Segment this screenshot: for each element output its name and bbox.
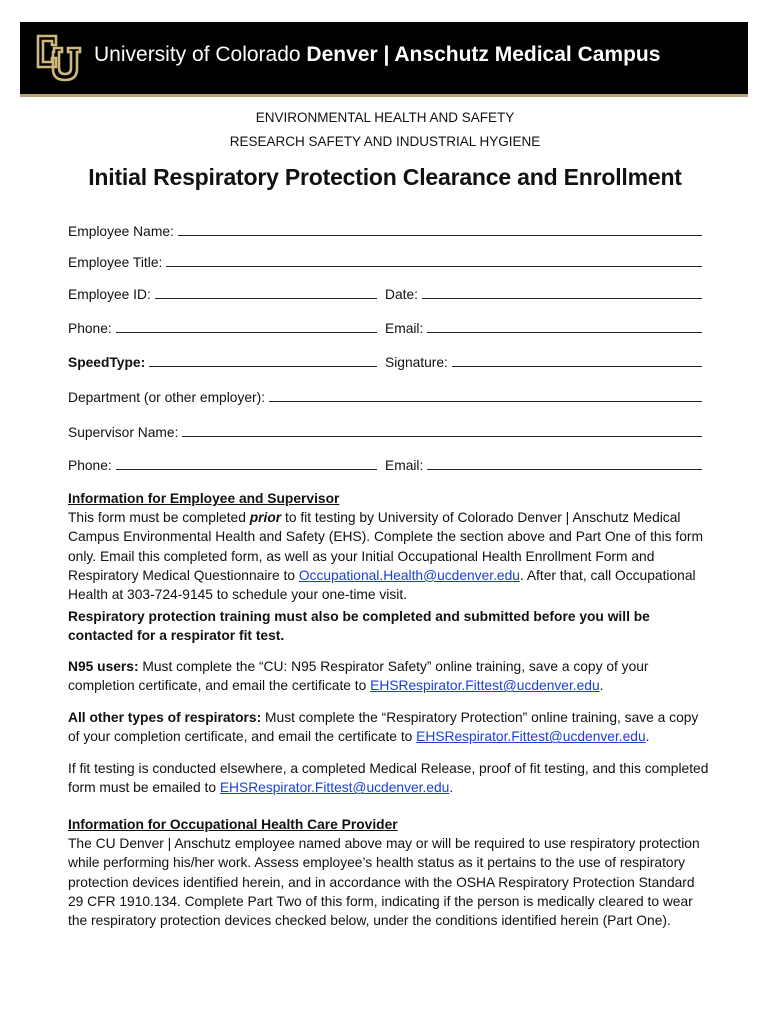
cu-logo-icon <box>32 32 88 84</box>
n95-paragraph <box>68 657 713 695</box>
supervisor-email-label: Email: <box>385 458 424 473</box>
paragraph-text: This form must be completed <box>68 510 250 526</box>
provider-info-paragraph: The CU Denver | Anschutz employee named above may or will be required to use respiratory protection while performing his/her work. Assess employee’s health status as it pertains to the use of respiratory protection devices identified herein, and in accordance with the OSHA Respiratory Protection Standard 29 CFR 1910.134. Complete Part Two of this form, indicating if the person is medically cleared to wear the respiratory protection devices checked below, under the conditions identified herein (Part One). <box>68 836 700 929</box>
provider-info-section <box>68 815 713 930</box>
speedtype-label: SpeedType: <box>68 355 146 370</box>
paragraph-text: to fit testing by University of Colorado Denver | Anschutz Medical Campus Environmental Health and Safety (EHS). Complete the section above and Part One of this form only. Email this completed form, as well as your Initial Occupational Health Enrollment Form and Respiratory Medical Questionnaire to <box>68 510 703 583</box>
employee-name-input[interactable] <box>178 235 702 236</box>
fittest-email-link-elsewhere[interactable]: EHSRespirator.Fittest@ucdenver.edu <box>219 780 450 796</box>
university-name <box>94 42 660 68</box>
supervisor-phone-field[interactable] <box>68 454 377 474</box>
supervisor-phone-input[interactable] <box>116 469 377 470</box>
employee-info-heading: Information for Employee and Supervisor <box>68 491 340 506</box>
signature-label: Signature: <box>385 355 448 370</box>
supervisor-name-input[interactable] <box>182 436 702 437</box>
signature-field[interactable] <box>385 351 702 371</box>
training-notice: Respiratory protection training must also be completed and submitted before you will be contacted for a respirator fit test. <box>68 609 650 644</box>
employee-title-input[interactable] <box>166 266 702 267</box>
email-field[interactable] <box>385 317 702 337</box>
prior-emphasis: prior <box>249 510 282 526</box>
employee-info-paragraph <box>68 508 713 604</box>
page-title: Initial Respiratory Protection Clearance and Enrollment <box>88 164 682 190</box>
date-label: Date: <box>385 287 418 302</box>
phone-field[interactable] <box>68 317 377 337</box>
speedtype-field[interactable] <box>68 351 377 371</box>
supervisor-email-field[interactable] <box>385 454 702 474</box>
date-field[interactable] <box>385 283 702 303</box>
supervisor-email-input[interactable] <box>427 469 702 470</box>
brand-prefix: University of Colorado <box>94 43 307 66</box>
employee-id-label: Employee ID: <box>68 287 151 302</box>
employee-name-field[interactable] <box>68 220 702 240</box>
employee-name-label: Employee Name: <box>68 224 174 239</box>
email-label: Email: <box>385 321 424 336</box>
department-line-2: RESEARCH SAFETY AND INDUSTRIAL HYGIENE <box>229 134 541 149</box>
paragraph-text: . After that, call Occupational Health at 303-724-9145 to schedule your one-time visit. <box>68 567 696 603</box>
paragraph-text: . <box>449 780 454 796</box>
employee-info-section <box>68 489 713 604</box>
occupational-health-email-link[interactable]: Occupational.Health@ucdenver.edu <box>298 567 520 583</box>
paragraph-text: Must complete the “CU: N95 Respirator Safety” online training, save a copy of your completion certificate, and email the certificate to <box>68 659 649 694</box>
date-input[interactable] <box>422 298 702 299</box>
signature-input[interactable] <box>452 366 702 367</box>
paragraph-text: . <box>599 678 604 694</box>
department-line-1: ENVIRONMENTAL HEALTH AND SAFETY <box>255 110 515 125</box>
other-respirators-paragraph <box>68 708 713 746</box>
email-input[interactable] <box>427 332 702 333</box>
employee-id-field[interactable] <box>68 283 377 303</box>
n95-label: N95 users: <box>68 659 139 674</box>
department-field[interactable] <box>68 386 702 406</box>
paragraph-text: If fit testing is conducted elsewhere, a completed Medical Release, proof of fit testing, and this completed form must be emailed to <box>68 761 709 796</box>
phone-input[interactable] <box>116 332 377 333</box>
brand-campus: Denver | Anschutz Medical Campus <box>306 43 661 66</box>
speedtype-input[interactable] <box>149 366 377 367</box>
other-respirators-label: All other types of respirators: <box>68 710 262 725</box>
fit-test-elsewhere-paragraph <box>68 759 713 797</box>
supervisor-phone-label: Phone: <box>68 458 112 473</box>
paragraph-text: . <box>645 729 650 745</box>
employee-id-input[interactable] <box>155 298 377 299</box>
provider-info-heading: Information for Occupational Health Care Provider <box>68 817 398 832</box>
fittest-email-link-n95[interactable]: EHSRespirator.Fittest@ucdenver.edu <box>370 678 600 694</box>
employee-title-label: Employee Title: <box>68 255 163 270</box>
phone-label: Phone: <box>68 321 112 336</box>
paragraph-text: Must complete the “Respiratory Protection” online training, save a copy of your completion certificate, and email the certificate to <box>68 710 699 745</box>
department-label: Department (or other employer): <box>68 390 266 405</box>
employee-title-field[interactable] <box>68 251 702 271</box>
supervisor-name-label: Supervisor Name: <box>68 425 179 440</box>
supervisor-name-field[interactable] <box>68 421 702 441</box>
department-input[interactable] <box>269 401 702 402</box>
header-banner <box>20 22 748 97</box>
fittest-email-link-other[interactable]: EHSRespirator.Fittest@ucdenver.edu <box>416 729 646 745</box>
